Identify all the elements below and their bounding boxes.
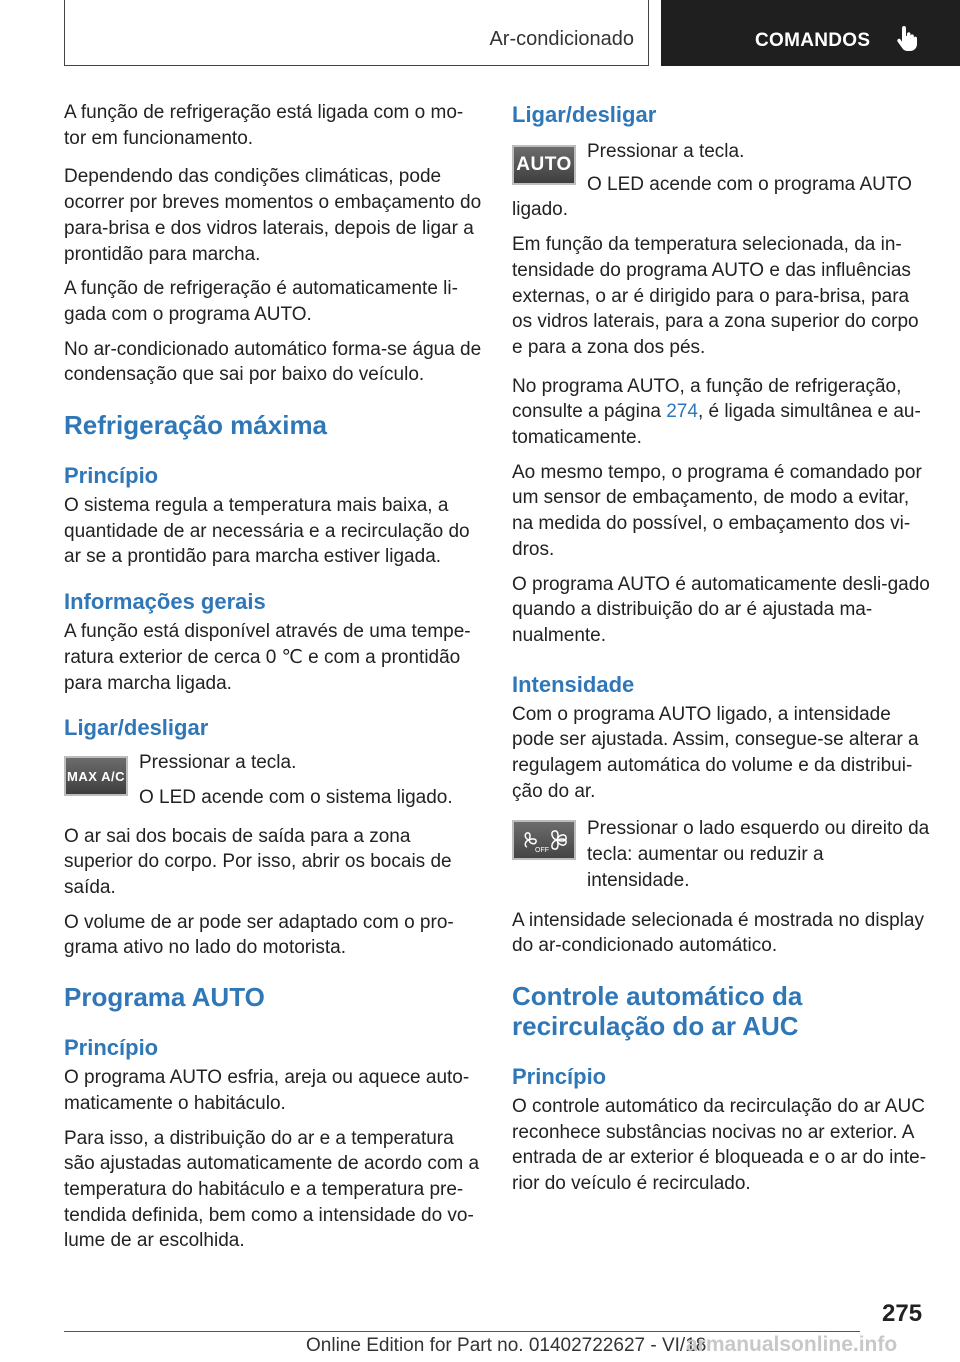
heading-programa-auto: Programa AUTO bbox=[64, 982, 265, 1013]
subheading-principio: Princípio bbox=[512, 1063, 607, 1089]
paragraph: A intensidade selecionada é mostrada no display do ar-condicionado automático. bbox=[512, 909, 924, 957]
paragraph: O ar sai dos bocais de saída para a zona superior do corpo. Por isso, abrir os bocais de saída. bbox=[64, 825, 452, 899]
paragraph: O programa AUTO esfria, areja ou aquece auto-maticamente o habitáculo. bbox=[64, 1067, 470, 1114]
subheading-informacoes-gerais: Informações gerais bbox=[64, 589, 266, 615]
page-reference-link[interactable]: 274 bbox=[666, 401, 698, 423]
paragraph: No ar-condicionado automático forma-se água de condensação que sai por baixo do veículo. bbox=[64, 338, 482, 386]
header-section-tab bbox=[64, 0, 649, 66]
paragraph: Com o programa AUTO ligado, a intensidade pode ser ajustada. Assim, consegue-se alterar a regulagem automática do volume e da distribui-ção do ar. bbox=[512, 703, 919, 802]
auto-button-icon: AUTO bbox=[512, 145, 576, 185]
left-column bbox=[64, 100, 482, 1254]
right-column bbox=[512, 101, 930, 1197]
subheading-intensidade: Intensidade bbox=[512, 671, 635, 697]
paragraph: No programa AUTO, a função de refrigeração, consulte a página 274, é ligada simultânea e au-tomaticamente. bbox=[512, 375, 921, 449]
instruction-text: Pressionar a tecla. bbox=[139, 752, 297, 774]
subheading-ligar-desligar: Ligar/desligar bbox=[512, 102, 657, 127]
paragraph: O controle automático da recirculação do ar AUC reconhece substâncias nocivas no ar exterior. A entrada de ar exterior é bloqueada e o ar do inte-rior do veículo é recirculado. bbox=[512, 1095, 927, 1195]
fan-icon bbox=[517, 825, 571, 855]
fan-button-icon bbox=[512, 820, 576, 860]
paragraph: Em função da temperatura selecionada, da in-tensidade do programa AUTO e das influências externas, o ar é dirigido para o para-brisa, para os vidros laterais, para a zona superior do corpo e para a zona dos pés. bbox=[512, 234, 919, 358]
maxac-instruction bbox=[64, 750, 482, 810]
heading-controle-auc: Controle automático da recirculação do ar AUC bbox=[512, 980, 803, 1041]
instruction-text: Pressionar a tecla. bbox=[587, 141, 745, 162]
paragraph: O programa AUTO é automaticamente desli-gado quando a distribuição do ar é ajustada ma-nualmente. bbox=[512, 573, 930, 646]
paragraph: A função de refrigeração está ligada com o mo-tor em funcionamento. bbox=[64, 102, 464, 149]
paragraph: A função está disponível através de uma tempe-ratura exterior de cerca 0 ℃ e com a prontidão para marcha ligada. bbox=[64, 621, 471, 694]
fan-instruction bbox=[512, 816, 930, 893]
section-title: Ar-condicionado bbox=[489, 28, 634, 50]
chapter-title: COMANDOS bbox=[755, 30, 871, 51]
instruction-text: ligado. bbox=[512, 199, 568, 221]
subheading-principio: Princípio bbox=[64, 1035, 159, 1061]
hand-pointer-icon bbox=[895, 24, 919, 52]
paragraph: O sistema regula a temperatura mais baixa, a quantidade de ar necessária e a recirculação do ar se a prontidão para marcha estiver ligada. bbox=[64, 495, 470, 568]
paragraph: Ao mesmo tempo, o programa é comandado por um sensor de embaçamento, de modo a evitar, na medida do possível, o embaçamento dos vi-dros. bbox=[512, 461, 922, 560]
paragraph: O volume de ar pode ser adaptado com o pro-grama ativo no lado do motorista. bbox=[64, 911, 454, 959]
heading-refrigeracao-maxima: Refrigeração máxima bbox=[64, 410, 328, 441]
paragraph: Dependendo das condições climáticas, pode ocorrer por breves momentos o embaçamento do para-brisa e dos vidros laterais, depois de ligar a prontidão para marcha. bbox=[64, 166, 482, 265]
instruction-text: O LED acende com o programa AUTO bbox=[587, 173, 912, 195]
paragraph: Para isso, a distribuição do ar e a temperatura são ajustadas automaticamente de acordo com a temperatura do habitáculo e a temperatura pre-tendida definida, bem como a intensidade do vo-lume de ar escolhida. bbox=[64, 1127, 480, 1252]
footer-divider bbox=[64, 1331, 860, 1332]
subheading-ligar-desligar: Ligar/desligar bbox=[64, 715, 209, 741]
paragraph: A função de refrigeração é automaticamente li-gada com o programa AUTO. bbox=[64, 278, 458, 325]
watermark: armanualsonline.info bbox=[686, 1333, 898, 1356]
subheading-principio: Princípio bbox=[64, 463, 159, 489]
auto-instruction bbox=[512, 139, 930, 223]
footer-edition: Online Edition for Part no. 01402722627 - VI/18 bbox=[306, 1335, 707, 1356]
header-chapter-tab bbox=[661, 0, 960, 66]
page-number: 275 bbox=[882, 1300, 923, 1327]
instruction-text: O LED acende com o sistema ligado. bbox=[139, 786, 453, 808]
instruction-text: Pressionar o lado esquerdo ou direito da tecla: aumentar ou reduzir a intensidade. bbox=[587, 818, 930, 891]
max-ac-button-icon: MAX A/C bbox=[64, 756, 128, 796]
svg-text:OFF: OFF bbox=[535, 847, 549, 855]
